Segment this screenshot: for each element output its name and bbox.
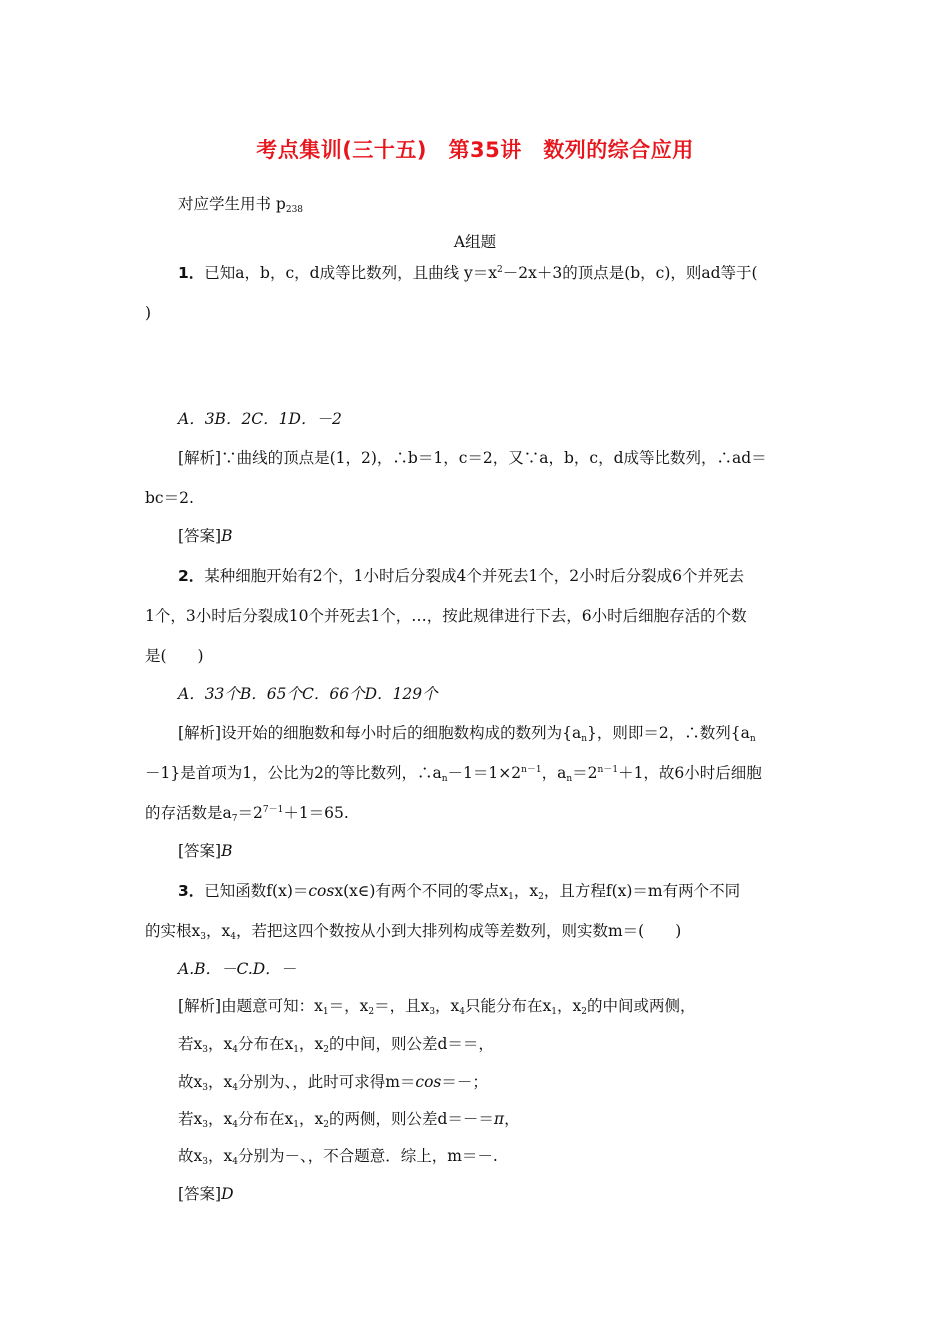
q1-analysis-line2: bc＝2.: [145, 489, 194, 507]
q3-stem-line2: 的实根$x_3$，$x_4$，若把这四个数按从小到大排列构成等差数列，则实数m＝( ): [145, 922, 682, 942]
q1-analysis-line1: [解析]∵曲线的顶点是(1，2)，∴b＝1，c＝2，又∵a，b，c，d成等比数列，∴ad＝: [178, 449, 767, 467]
book-reference: 对应学生用书 $p_{238}$: [178, 195, 304, 215]
q3-analysis-line4: 若$x_3$，$x_4$分布在$x_1$，$x_2$的两侧，则公差d＝－＝π，: [178, 1110, 520, 1130]
q3-options: A.B．－C.D．－: [178, 960, 297, 978]
group-heading: A组题: [453, 233, 497, 251]
q2-answer: [答案]B: [178, 842, 233, 860]
q1-options: A．3B．2C．1D．－2: [178, 410, 342, 428]
q3-analysis-line2: 若$x_3$，$x_4$分布在$x_1$，$x_2$的中间，则公差d＝＝，: [178, 1035, 494, 1055]
q3-answer: [答案]D: [178, 1185, 234, 1203]
q2-stem-line3: 是( ): [145, 647, 204, 665]
q2-analysis-line2: －1}是首项为1，公比为2的等比数列，$\therefore a_n-1=1\times 2^{n-1}$，$a_n=2^{n-1}+1$，故6小时后细胞: [145, 764, 762, 784]
q2-options: A．33个B．65个C．66个D．129个: [178, 685, 438, 703]
q2-stem-line1: 2．某种细胞开始有2个，1小时后分裂成4个并死去1个，2小时后分裂成6个并死去: [178, 567, 744, 585]
q3-analysis-line3: 故$x_3$，$x_4$分别为、，此时可求得m＝cos＝－；: [178, 1073, 488, 1093]
q1-stem-close: ): [145, 304, 152, 322]
q2-analysis-line1: [解析]设开始的细胞数和每小时后的细胞数构成的数列为$\{a_n\}$，则即＝2，∴数列{$a_n$: [178, 724, 756, 744]
q3-stem-line1: 3．已知函数f(x)＝cosx(x∈)有两个不同的零点$x_1$，$x_2$，且方程f(x)＝m有两个不同: [178, 882, 741, 902]
q1-answer: [答案]B: [178, 527, 233, 545]
q3-analysis-line5: 故$x_3$，$x_4$分别为－、，不合题意．综上，m＝－.: [178, 1147, 498, 1167]
page-title: 考点集训(三十五) 第35讲 数列的综合应用: [256, 138, 694, 162]
q3-analysis-line1: [解析]由题意可知：$x_1=$，$x_2=$，且$x_3$，$x_4$只能分布在$x_1$，$x_2$的中间或两侧，: [178, 997, 696, 1017]
q2-analysis-line3: 的存活数是$a_7=2^{7-1}+1=65$.: [145, 804, 349, 824]
q2-stem-line2: 1个，3小时后分裂成10个并死去1个，…，按此规律进行下去，6小时后细胞存活的个数: [145, 607, 747, 625]
q1-stem-line1: 1．已知a，b，c，d成等比数列，且曲线 $y=x^2-2x+3$的顶点是(b，c)，则ad等于(: [178, 264, 758, 282]
